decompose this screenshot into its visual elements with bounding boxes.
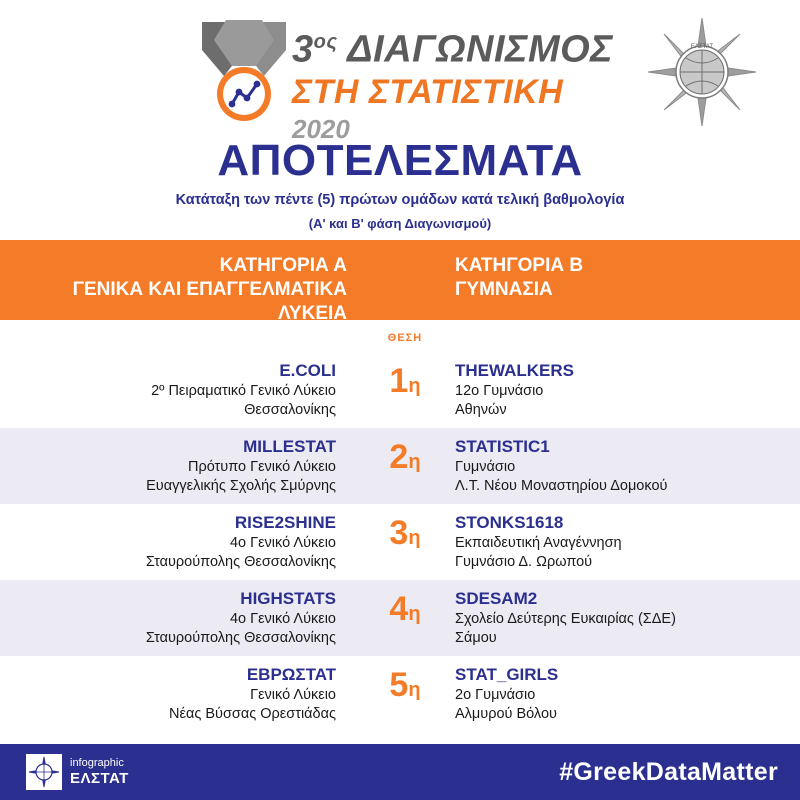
- school-line-2: Αλμυρού Βόλου: [455, 706, 557, 722]
- results-table: [0, 352, 800, 732]
- header: [0, 0, 800, 240]
- school-line-1: Πρότυπο Γενικό Λύκειο: [187, 459, 336, 475]
- team-name: RISE2SHINE: [234, 513, 336, 532]
- row-right-cell: [455, 588, 800, 648]
- category-b-line2: ΓΥΜΝΑΣΙΑ: [455, 279, 553, 300]
- position-column-header: ΘΕΣΗ: [387, 332, 423, 344]
- position-number: 1: [389, 362, 409, 400]
- position-suffix: η: [408, 527, 421, 549]
- position-suffix: η: [408, 679, 421, 701]
- subtitle-1: Κατάταξη των πέντε (5) πρώτων ομάδων κατά τελική βαθμολογία: [175, 192, 625, 208]
- school-line-1: 12ο Γυμνάσιο: [455, 383, 544, 399]
- school-line-1: 2ο Γυμνάσιο: [455, 687, 536, 703]
- position-cell: [355, 362, 455, 405]
- category-a-line3: ΛΥΚΕΙΑ: [277, 303, 347, 324]
- school-line-1: Σχολείο Δεύτερης Ευκαιρίας (ΣΔΕ): [455, 611, 676, 627]
- elstat-footer-logo-icon: [26, 754, 62, 790]
- position-number: 3: [389, 514, 409, 552]
- school-line-1: Γυμνάσιο: [455, 459, 516, 475]
- category-banner: [0, 240, 800, 324]
- team-name: HIGHSTATS: [240, 589, 336, 608]
- footer-label: [70, 756, 129, 786]
- contest-title: [292, 20, 613, 144]
- position-number: 5: [389, 666, 409, 704]
- school-line-1: 2º Πειραματικό Γενικό Λύκειο: [151, 383, 336, 399]
- row-right-cell: [455, 512, 800, 572]
- subtitle-2: (Α' και Β' φάση Διαγωνισμού): [308, 216, 492, 231]
- row-left-cell: [0, 588, 348, 648]
- team-name: STAT_GIRLS: [455, 665, 559, 684]
- footer-label-line2: ΕΛΣΤΑΤ: [70, 770, 129, 787]
- page-title: ΑΠΟΤΕΛΕΣΜΑΤΑ: [217, 136, 583, 185]
- team-name: SDESAM2: [455, 589, 538, 608]
- category-a-line1: ΚΑΤΗΓΟΡΙΑ Α: [219, 255, 347, 276]
- school-line-2: Νέας Βύσσας Ορεστιάδας: [169, 706, 336, 722]
- school-line-2: Σταυρούπολης Θεσσαλονίκης: [145, 554, 336, 570]
- school-line-2: Γυμνάσιο Δ. Ωρωπού: [455, 554, 593, 570]
- elstat-compass-logo-icon: [648, 18, 756, 126]
- row-left-cell: [0, 436, 348, 496]
- position-number: 2: [389, 438, 409, 476]
- position-number: 4: [389, 590, 409, 628]
- team-name: ΕΒΡΩΣΤΑΤ: [246, 665, 336, 684]
- row-right-cell: [455, 664, 800, 724]
- team-name: E.COLI: [279, 361, 336, 380]
- footer: [0, 744, 800, 800]
- contest-year: 2020: [292, 113, 350, 144]
- school-line-1: Γενικό Λύκειο: [250, 687, 336, 703]
- contest-ordinal: 3: [292, 28, 314, 71]
- position-suffix: η: [408, 603, 421, 625]
- category-b-heading: [455, 254, 800, 302]
- team-name: STATISTIC1: [455, 437, 550, 456]
- school-line-1: Εκπαιδευτική Αναγέννηση: [455, 535, 622, 551]
- row-right-cell: [455, 360, 800, 420]
- table-row: [0, 656, 800, 732]
- school-line-1: 4ο Γενικό Λύκειο: [229, 611, 336, 627]
- position-cell: [355, 666, 455, 709]
- table-row: [0, 580, 800, 656]
- school-line-2: Ευαγγελικής Σχολής Σμύρνης: [146, 478, 336, 494]
- school-line-2: Σταυρούπολης Θεσσαλονίκης: [145, 630, 336, 646]
- school-line-2: Λ.Τ. Νέου Μοναστηρίου Δομοκού: [455, 478, 668, 494]
- position-cell: [355, 438, 455, 481]
- position-cell: [355, 514, 455, 557]
- team-name: STONKS1618: [455, 513, 564, 532]
- title-line1: ΔΙΑΓΩΝΙΣΜΟΣ: [347, 28, 614, 71]
- category-b-line1: ΚΑΤΗΓΟΡΙΑ Β: [455, 255, 584, 276]
- school-line-2: Αθηνών: [455, 402, 507, 418]
- category-a-line2: ΓΕΝΙΚΑ ΚΑΙ ΕΠΑΓΓΕΛΜΑΤΙΚΑ: [72, 279, 347, 300]
- team-name: THEWALKERS: [455, 361, 574, 380]
- school-line-2: Σάμου: [455, 630, 497, 646]
- contest-ordinal-suffix: ος: [313, 31, 338, 53]
- footer-hashtag: #GreekDataMatter: [559, 758, 778, 786]
- table-row: [0, 428, 800, 504]
- row-left-cell: [0, 360, 348, 420]
- row-left-cell: [0, 512, 348, 572]
- title-line2: ΣΤΗ ΣΤΑΤΙΣΤΙΚΗ: [292, 72, 564, 111]
- position-suffix: η: [408, 451, 421, 473]
- school-line-1: 4ο Γενικό Λύκειο: [229, 535, 336, 551]
- team-name: MILLESTAT: [243, 437, 336, 456]
- row-right-cell: [455, 436, 800, 496]
- category-a-heading: [0, 254, 355, 326]
- footer-label-line1: infographic: [70, 757, 124, 769]
- medal-icon: [196, 18, 292, 124]
- table-row: [0, 352, 800, 428]
- position-suffix: η: [408, 375, 421, 397]
- school-line-2: Θεσσαλονίκης: [244, 402, 336, 418]
- position-cell: [355, 590, 455, 633]
- row-left-cell: [0, 664, 348, 724]
- svg-text:ΕΛΣΤΑΤ: ΕΛΣΤΑΤ: [690, 44, 714, 50]
- table-row: [0, 504, 800, 580]
